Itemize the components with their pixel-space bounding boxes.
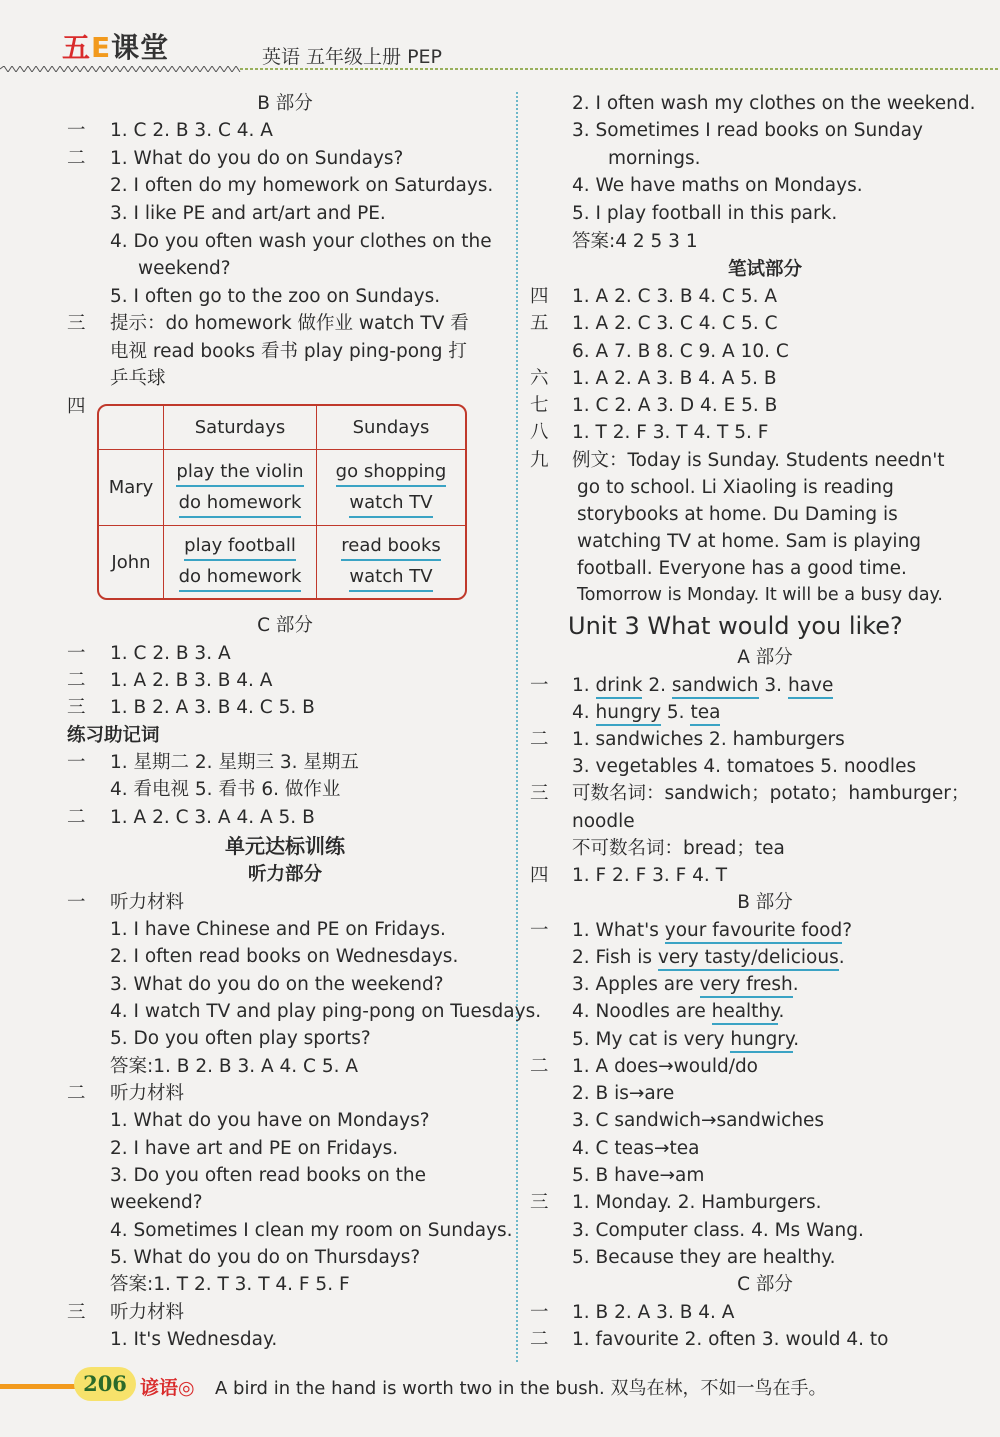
- book-logo: [62, 26, 169, 66]
- q-number: 三: [67, 313, 86, 334]
- sentence-part: .: [778, 1001, 785, 1022]
- q-number: 一: [67, 752, 86, 773]
- answer-line: 可数名词：sandwich；potato；hamburger；: [572, 783, 970, 804]
- answer-line: 1. C 2. B 3. A: [110, 643, 231, 664]
- filled-blank: sandwich: [672, 675, 759, 699]
- sentence-part: 3. Apples are: [572, 974, 700, 995]
- answer-line: 5. I often go to the zoo on Sundays.: [110, 286, 441, 307]
- cell-answer: play the violin: [176, 458, 303, 487]
- q-number: 九: [530, 450, 549, 471]
- answer-line: 1. A 2. B 3. B 4. A: [110, 670, 273, 691]
- q-number: 一: [67, 643, 86, 664]
- q-number: 二: [67, 148, 86, 169]
- answer-line: 6. A 7. B 8. C 9. A 10. C: [572, 341, 789, 362]
- answer-key: 答案:1. B 2. B 3. A 4. C 5. A: [110, 1056, 359, 1077]
- answer-line: 4. C teas→tea: [572, 1138, 700, 1159]
- cell-answer: do homework: [179, 563, 302, 592]
- proverb-label: 谚语◎: [140, 1377, 195, 1399]
- answer-line: [572, 917, 852, 944]
- answer-line: 3. What do you do on the weekend?: [110, 974, 444, 995]
- q-number: 二: [67, 807, 86, 828]
- filled-blank: have: [788, 675, 833, 699]
- filled-blank: healthy: [712, 1001, 779, 1025]
- answer-line: noodle: [572, 811, 635, 832]
- essay-line: watching TV at home. Sam is playing: [577, 531, 922, 552]
- q-number: 二: [530, 1056, 549, 1077]
- unit-heading: Unit 3 What would you like?: [568, 612, 903, 640]
- page-number: 206: [74, 1367, 136, 1401]
- table-corner-cell: [99, 406, 164, 450]
- answer-line: 1. 星期二 2. 星期三 3. 星期五: [110, 752, 359, 773]
- q-number: 三: [530, 1192, 549, 1213]
- subject-title: 英语 五年级上册 PEP: [262, 46, 442, 68]
- sentence-part: 5. My cat is very: [572, 1029, 731, 1050]
- filled-blank: very tasty/delicious: [658, 947, 839, 971]
- sentence-part: 1. What's: [572, 920, 665, 941]
- answer-line: 1. C 2. B 3. C 4. A: [110, 120, 273, 141]
- answer-line: 乒乓球: [110, 368, 166, 389]
- answer-line: 3. C sandwich→sandwiches: [572, 1110, 825, 1131]
- answer-line: 电视 read books 看书 play ping-pong 打: [110, 341, 467, 362]
- section-c-title: C 部分: [737, 1274, 793, 1295]
- answer-line: weekend?: [138, 258, 231, 279]
- answer-line: 1. A 2. C 3. C 4. C 5. C: [572, 313, 778, 334]
- essay-line: go to school. Li Xiaoling is reading: [577, 477, 894, 498]
- table-row-name: John: [99, 526, 164, 598]
- cell-answer: go shopping: [336, 458, 447, 487]
- filled-blank: hungry: [596, 702, 661, 726]
- sentence-part: 4. Noodles are: [572, 1001, 712, 1022]
- answer-line: 4. 看电视 5. 看书 6. 做作业: [110, 779, 341, 800]
- answer-line: 4. We have maths on Mondays.: [572, 175, 863, 196]
- answer-line: [572, 699, 720, 726]
- filled-blank: hungry: [730, 1029, 793, 1053]
- footer-accent-bar: [0, 1384, 75, 1389]
- table-cell: [164, 526, 317, 598]
- answer-line: 1. Monday. 2. Hamburgers.: [572, 1192, 822, 1213]
- answer-line: 3. Computer class. 4. Ms Wang.: [572, 1220, 864, 1241]
- answer-line: 1. It's Wednesday.: [110, 1329, 278, 1350]
- q-number: 八: [530, 422, 549, 443]
- table-header-sundays: Sundays: [317, 406, 465, 450]
- listening-heading: 听力材料: [110, 1083, 185, 1104]
- answer-line: 1. What do you have on Mondays?: [110, 1110, 430, 1131]
- answer-line: [572, 672, 833, 699]
- filled-blank: very fresh: [700, 974, 793, 998]
- table-cell: [317, 526, 465, 598]
- answer-line: 1. I have Chinese and PE on Fridays.: [110, 919, 446, 940]
- header-zigzag-divider: [0, 66, 1000, 72]
- answer-line: 5. Because they are healthy.: [572, 1247, 836, 1268]
- listening-heading: 听力材料: [110, 892, 185, 913]
- q-number: 一: [530, 1302, 549, 1323]
- item-number: 2.: [642, 675, 672, 696]
- answer-line: mornings.: [608, 148, 701, 169]
- q-number: 三: [67, 1302, 86, 1323]
- answer-line: 5. Do you often play sports?: [110, 1028, 371, 1049]
- table-header-saturdays: Saturdays: [164, 406, 317, 450]
- q-number: 二: [67, 670, 86, 691]
- answer-line: 2. I often do my homework on Saturdays.: [110, 175, 494, 196]
- table-row-name: Mary: [99, 450, 164, 526]
- logo-part-3: 课堂: [111, 31, 170, 64]
- answer-line: 4. Sometimes I clean my room on Sundays.: [110, 1220, 513, 1241]
- answer-line: 2. I often wash my clothes on the weekend.: [572, 93, 976, 114]
- filled-blank: tea: [690, 702, 720, 726]
- item-number: 4.: [572, 702, 596, 723]
- item-number: 1.: [572, 675, 596, 696]
- answer-line: 3. Do you often read books on the: [110, 1165, 427, 1186]
- written-title: 笔试部分: [727, 259, 802, 280]
- answer-line: [572, 944, 845, 971]
- q-number: 三: [530, 783, 549, 804]
- answer-line: 1. A 2. C 3. A 4. A 5. B: [110, 807, 315, 828]
- cell-answer: read books: [341, 532, 441, 561]
- sentence-part: .: [838, 947, 845, 968]
- q-number: 一: [530, 920, 549, 941]
- q-number: 一: [67, 120, 86, 141]
- essay-line: 例文：Today is Sunday. Students needn't: [572, 450, 945, 471]
- filled-blank: your favourite food: [665, 920, 842, 944]
- answer-line: 1. T 2. F 3. T 4. T 5. F: [572, 422, 769, 443]
- proverb-text: A bird in the hand is worth two in the bush. 双鸟在林，不如一鸟在手。: [215, 1378, 827, 1399]
- answer-line: 提示：do homework 做作业 watch TV 看: [110, 313, 469, 334]
- cell-answer: play football: [184, 532, 296, 561]
- q-number: 七: [530, 395, 549, 416]
- q-number: 二: [67, 1083, 86, 1104]
- answer-line: 3. Sometimes I read books on Sunday: [572, 120, 923, 141]
- sentence-part: ?: [842, 920, 853, 941]
- answer-line: 3. I like PE and art/art and PE.: [110, 203, 386, 224]
- answer-line: 4. I watch TV and play ping-pong on Tuesdays.: [110, 1001, 542, 1022]
- cell-answer: watch TV: [349, 489, 432, 518]
- essay-line: storybooks at home. Du Daming is: [577, 504, 898, 525]
- answer-line: 2. I have art and PE on Fridays.: [110, 1138, 399, 1159]
- q-number: 四: [67, 396, 86, 417]
- essay-line: football. Everyone has a good time.: [577, 558, 907, 579]
- answer-line: 2. I often read books on Wednesdays.: [110, 946, 459, 967]
- q-number: 四: [530, 865, 549, 886]
- answer-line: 1. sandwiches 2. hamburgers: [572, 729, 845, 750]
- answer-line: 1. C 2. A 3. D 4. E 5. B: [572, 395, 778, 416]
- answer-line: [572, 998, 784, 1025]
- listening-heading: 听力材料: [110, 1302, 185, 1323]
- q-number: 三: [67, 697, 86, 718]
- weekend-activity-table: [97, 404, 467, 600]
- answer-line: 1. A does→would/do: [572, 1056, 759, 1077]
- answer-line: [572, 1026, 799, 1053]
- answer-line: [572, 971, 799, 998]
- answer-line: 3. vegetables 4. tomatoes 5. noodles: [572, 756, 917, 777]
- q-number: 一: [530, 675, 549, 696]
- section-b-title: B 部分: [737, 892, 793, 913]
- answer-line: weekend?: [110, 1192, 203, 1213]
- answer-line: 1. B 2. A 3. B 4. C 5. B: [110, 697, 315, 718]
- table-cell: [317, 450, 465, 526]
- answer-line: 2. B is→are: [572, 1083, 675, 1104]
- q-number: 六: [530, 368, 549, 389]
- essay-line: Tomorrow is Monday. It will be a busy day.: [577, 585, 943, 605]
- sentence-part: .: [793, 1029, 800, 1050]
- logo-part-2: E: [91, 31, 112, 64]
- q-number: 一: [67, 892, 86, 913]
- vocab-title: 练习助记词: [67, 725, 160, 746]
- page-header: [0, 0, 1000, 78]
- filled-blank: drink: [596, 675, 643, 699]
- item-number: 5.: [661, 702, 691, 723]
- sentence-part: .: [792, 974, 799, 995]
- answer-key: 答案:4 2 5 3 1: [572, 231, 698, 252]
- section-b-title: B 部分: [257, 93, 313, 114]
- answer-line: 5. What do you do on Thursdays?: [110, 1247, 421, 1268]
- q-number: 二: [530, 729, 549, 750]
- answer-line: 1. A 2. A 3. B 4. A 5. B: [572, 368, 777, 389]
- q-number: 四: [530, 286, 549, 307]
- section-a-title: A 部分: [737, 647, 793, 668]
- cell-answer: watch TV: [349, 563, 432, 592]
- unit-test-title: 单元达标训练: [225, 834, 345, 858]
- answer-key: 答案:1. T 2. T 3. T 4. F 5. F: [110, 1274, 350, 1295]
- cell-answer: do homework: [179, 489, 302, 518]
- listening-title: 听力部分: [247, 864, 322, 885]
- answer-line: 不可数名词：bread；tea: [572, 838, 785, 859]
- answer-line: 5. I play football in this park.: [572, 203, 838, 224]
- q-number: 五: [530, 313, 549, 334]
- item-number: 3.: [758, 675, 788, 696]
- answer-line: 1. B 2. A 3. B 4. A: [572, 1302, 735, 1323]
- column-divider: [516, 92, 518, 1362]
- answer-line: 5. B have→am: [572, 1165, 705, 1186]
- section-c-title: C 部分: [257, 615, 313, 636]
- logo-part-1: 五: [62, 31, 92, 64]
- q-number: 二: [530, 1329, 549, 1350]
- answer-line: 1. F 2. F 3. F 4. T: [572, 865, 727, 886]
- sentence-part: 2. Fish is: [572, 947, 658, 968]
- table-cell: [164, 450, 317, 526]
- answer-line: 4. Do you often wash your clothes on the: [110, 231, 492, 252]
- answer-line: 1. What do you do on Sundays?: [110, 148, 404, 169]
- answer-line: 1. A 2. C 3. B 4. C 5. A: [572, 286, 778, 307]
- answer-line: 1. favourite 2. often 3. would 4. to: [572, 1329, 889, 1350]
